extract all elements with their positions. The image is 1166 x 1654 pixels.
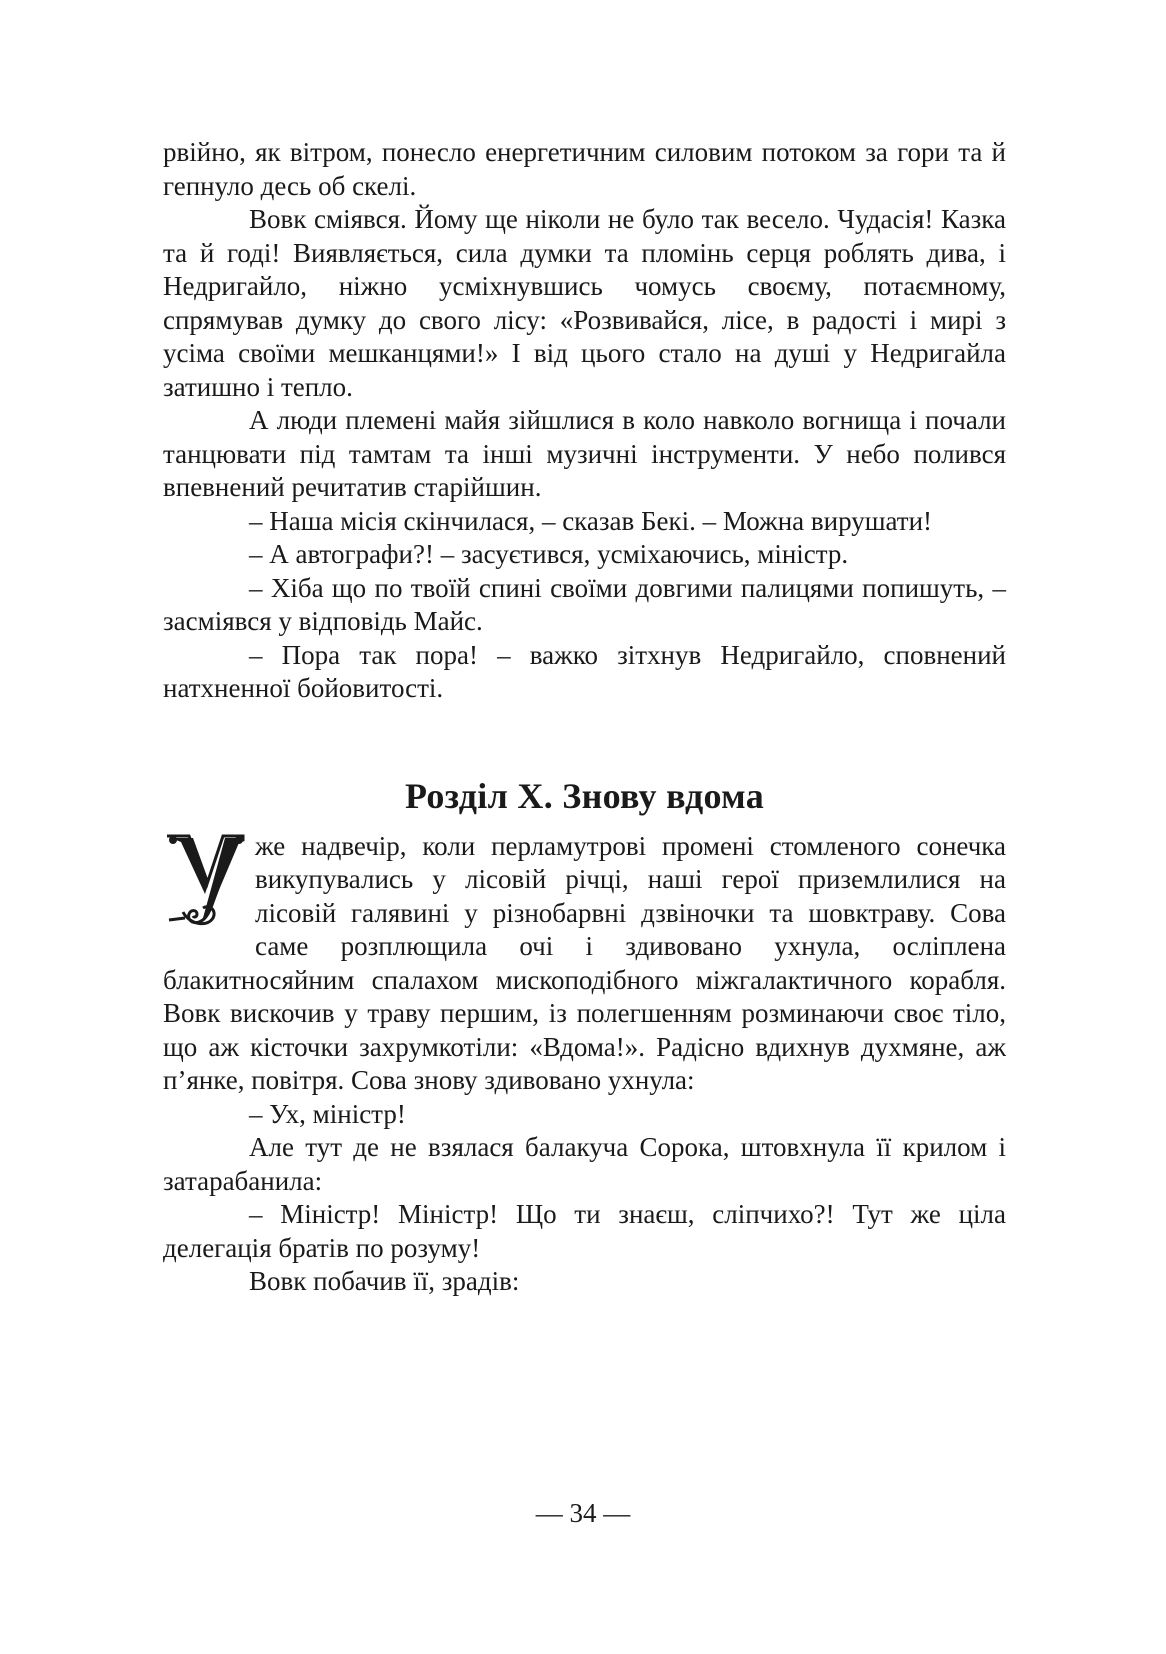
- paragraph: – Міністр! Міністр! Що ти знаєш, сліпчихо?! Тут же ціла делегація братів по розуму!: [163, 1199, 1006, 1263]
- paragraph: рвійно, як вітром, понесло енергетичним силовим потоком за гори та й гепнуло десь об скелі.: [163, 137, 1006, 201]
- page-body: [163, 136, 1006, 1299]
- paragraph: Вовк сміявся. Йому ще ніколи не було так весело. Чудасія! Казка та й годі! Виявляється, сила думки та пломінь серця роблять дива, і Недригайло, ніжно усміхнувшись чомусь своєму, потаємному, спрямував думку до свого лісу: «Розвивайся, лісе, в радості і мирі з усіма своїми мешканцями!» І від цього стало на душі у Недригайла затишно і тепло.: [163, 204, 1006, 402]
- chapter-title: Розділ Х. Знову вдома: [404, 775, 765, 816]
- drop-cap-letter-icon: [163, 832, 247, 932]
- paragraph: Вовк побачив її, зрадів:: [249, 1266, 520, 1296]
- paragraph: – Хіба що по твоїй спині своїми довгими палицями попишуть, – засміявся у відповідь Майс.: [163, 572, 1006, 636]
- paragraph: – Пора так пора! – важко зітхнув Недригайло, сповнений натхненної бойовитості.: [163, 639, 1006, 703]
- paragraph: Але тут де не взялася балакуча Сорока, штовхнула її крилом і затарабанила:: [163, 1132, 1006, 1196]
- paragraph: – А автографи?! – засуєтився, усміхаючись, міністр.: [249, 539, 849, 569]
- paragraph: – Ух, міністр!: [249, 1098, 406, 1129]
- drop-cap: [163, 832, 247, 932]
- page-number: — 34 —: [535, 1498, 631, 1528]
- paragraph: А люди племені майя зійшлися в коло навколо вогнища і почали танцювати під тамтам та інші музичні інструменти. У небо полився впевнений речитатив старійшин.: [163, 405, 1006, 502]
- first-paragraph: [163, 830, 1006, 1098]
- first-paragraph-text: же надвечір, коли перламутрові промені стомленого сонечка викупувались у лісовій річці, наші герої приземлилися на лісовій галявині у різнобарвні дзвіночки та шовктраву. Сова саме розплющила очі і здивовано ухнула, осліплена блакитносяйним спалахом мископодібного міжгалактичного корабля. Вовк вискочив у траву першим, із полегшенням розминаючи своє тіло, що аж кісточки захрумкотіли: «Вдома!». Радісно вдихнув духмяне, аж п’янке, повітря. Сова знову здивовано ухнула:: [163, 830, 1006, 1095]
- paragraph: – Наша місія скінчилася, – сказав Бекі. – Можна вирушати!: [249, 505, 933, 536]
